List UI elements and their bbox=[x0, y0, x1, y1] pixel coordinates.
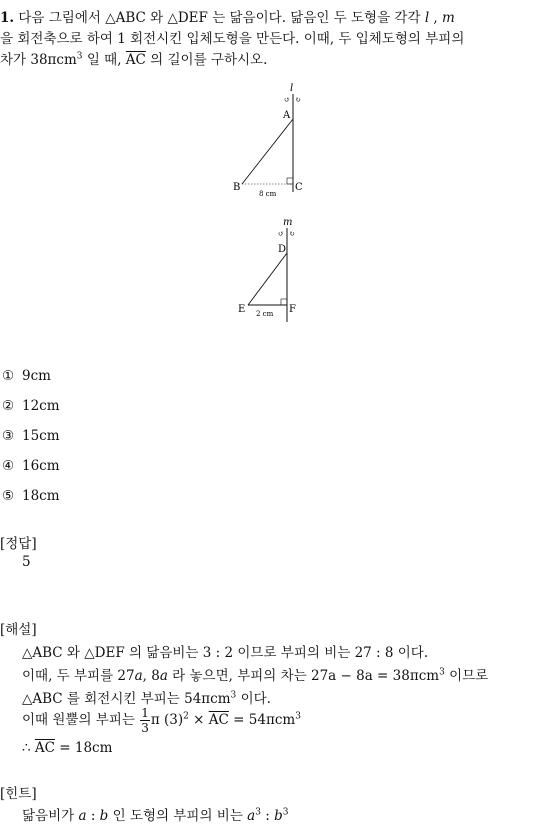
solution-line-5 bbox=[22, 740, 112, 756]
axis-l-inline: l bbox=[424, 10, 430, 26]
therefore-symbol: ∴ bbox=[22, 740, 35, 756]
choice-text: 9cm bbox=[22, 368, 51, 384]
problem-line-1 bbox=[0, 6, 455, 26]
solution-text: = 54πcm bbox=[228, 712, 296, 728]
fraction-one-third bbox=[140, 707, 150, 734]
answer-heading: [정답] bbox=[0, 536, 37, 552]
solution-line-1: △ABC 와 △DEF 의 닮음비는 3 : 2 이므로 부피의 비는 27 : 8 이다. bbox=[22, 645, 429, 661]
solution-line-2 bbox=[22, 664, 488, 684]
right-angle-f bbox=[281, 299, 287, 305]
vertex-a: A bbox=[283, 110, 291, 121]
problem-text-1: 다음 그림에서 △ABC 와 △DEF 는 닮음이다. 닮음인 두 도형을 각각 bbox=[18, 10, 425, 26]
choice-mark: ⑤ bbox=[2, 488, 15, 504]
solution-line-3 bbox=[22, 687, 271, 707]
base-length-label: 2 cm bbox=[256, 310, 274, 318]
solution-text: 이므로 bbox=[444, 668, 489, 684]
solution-text: × bbox=[188, 712, 209, 728]
variable-b: b bbox=[99, 808, 109, 824]
vertex-b: B bbox=[233, 182, 241, 193]
hint-heading: [힌트] bbox=[0, 786, 37, 802]
solution-text: = 18cm bbox=[54, 740, 113, 756]
variable-a: a bbox=[159, 668, 168, 684]
variable-a: a bbox=[134, 668, 143, 684]
hint-text: 인 도형의 부피의 비는 bbox=[108, 808, 248, 824]
segment-ac: $\overline{AC}$ bbox=[208, 712, 229, 728]
axis-l-label: l bbox=[290, 83, 294, 94]
superscript: 3 bbox=[230, 690, 237, 701]
problem-text-3c: 의 길이를 구하시오. bbox=[145, 52, 268, 68]
separator: , bbox=[429, 10, 443, 26]
choice-5[interactable] bbox=[2, 488, 60, 504]
choice-text: 12cm bbox=[22, 398, 60, 414]
vertex-e: E bbox=[238, 304, 246, 315]
choice-text: 15cm bbox=[22, 428, 60, 444]
solution-text: 이다. bbox=[236, 691, 271, 707]
fraction-numerator: 1 bbox=[141, 706, 149, 720]
vertex-f: F bbox=[289, 304, 296, 315]
vertex-c: C bbox=[295, 182, 303, 193]
superscript: 3 bbox=[76, 51, 83, 62]
choice-text: 18cm bbox=[22, 488, 60, 504]
segment-ac: $\overline{AC}$ bbox=[125, 52, 146, 68]
base-length-label: 8 cm bbox=[259, 190, 277, 198]
rotation-arrow-right: ↻ bbox=[289, 230, 295, 238]
hint-line bbox=[22, 804, 288, 824]
variable-a: a bbox=[78, 808, 87, 824]
variable-b: b bbox=[274, 808, 283, 824]
figure-triangle-def bbox=[232, 214, 312, 324]
right-angle-c bbox=[287, 178, 293, 184]
hint-text: : bbox=[260, 808, 275, 824]
rotation-arrow-left: ↺ bbox=[278, 230, 284, 238]
side-de bbox=[248, 253, 287, 305]
choice-mark: ① bbox=[2, 368, 15, 384]
choice-text: 16cm bbox=[22, 458, 60, 474]
choice-4[interactable] bbox=[2, 458, 60, 474]
superscript: 3 bbox=[282, 807, 289, 818]
solution-text: 이때 원뿔의 부피는 bbox=[22, 712, 140, 728]
axis-m-label: m bbox=[283, 217, 293, 228]
hint-text: 닮음비가 bbox=[22, 808, 79, 824]
solution-text: π (3) bbox=[150, 712, 184, 728]
solution-line-4 bbox=[22, 707, 301, 734]
choice-mark: ④ bbox=[2, 458, 15, 474]
rotation-arrow-left: ↺ bbox=[284, 96, 290, 104]
choice-3[interactable] bbox=[2, 428, 60, 444]
solution-text: , 8 bbox=[142, 668, 160, 684]
problem-line-3 bbox=[0, 48, 267, 68]
superscript: 2 bbox=[183, 711, 189, 722]
choice-mark: ② bbox=[2, 398, 15, 414]
axis-m-inline: m bbox=[442, 10, 455, 26]
side-ab bbox=[242, 119, 293, 184]
solution-heading: [해설] bbox=[0, 622, 37, 638]
variable-a: a bbox=[247, 808, 256, 824]
choice-mark: ③ bbox=[2, 428, 15, 444]
vertex-d: D bbox=[278, 244, 287, 255]
problem-text-3b: 일 때, bbox=[82, 52, 126, 68]
choice-2[interactable] bbox=[2, 398, 60, 414]
solution-text: 라 놓으면, 부피의 차는 27a − 8a = 38πcm bbox=[167, 668, 440, 684]
superscript: 3 bbox=[255, 807, 261, 818]
segment-ac: $\overline{AC}$ bbox=[34, 740, 55, 756]
problem-line-2: 을 회전축으로 하여 1 회전시킨 입체도형을 만든다. 이때, 두 입체도형의 부피의 bbox=[0, 31, 465, 47]
rotation-arrow-right: ↻ bbox=[295, 96, 301, 104]
solution-text: △ABC 를 회전시킨 부피는 54πcm bbox=[22, 691, 231, 707]
fraction-denominator: 3 bbox=[141, 721, 149, 735]
solution-text: 이때, 두 부피를 27 bbox=[22, 668, 135, 684]
choice-1[interactable] bbox=[2, 368, 51, 384]
superscript: 3 bbox=[295, 711, 301, 722]
problem-text-3a: 차가 38πcm bbox=[0, 52, 77, 68]
superscript: 3 bbox=[439, 667, 445, 678]
hint-text: : bbox=[86, 808, 100, 824]
problem-number: 1. bbox=[0, 10, 15, 26]
answer-value: 5 bbox=[22, 554, 31, 570]
figure-triangle-abc bbox=[225, 80, 325, 198]
